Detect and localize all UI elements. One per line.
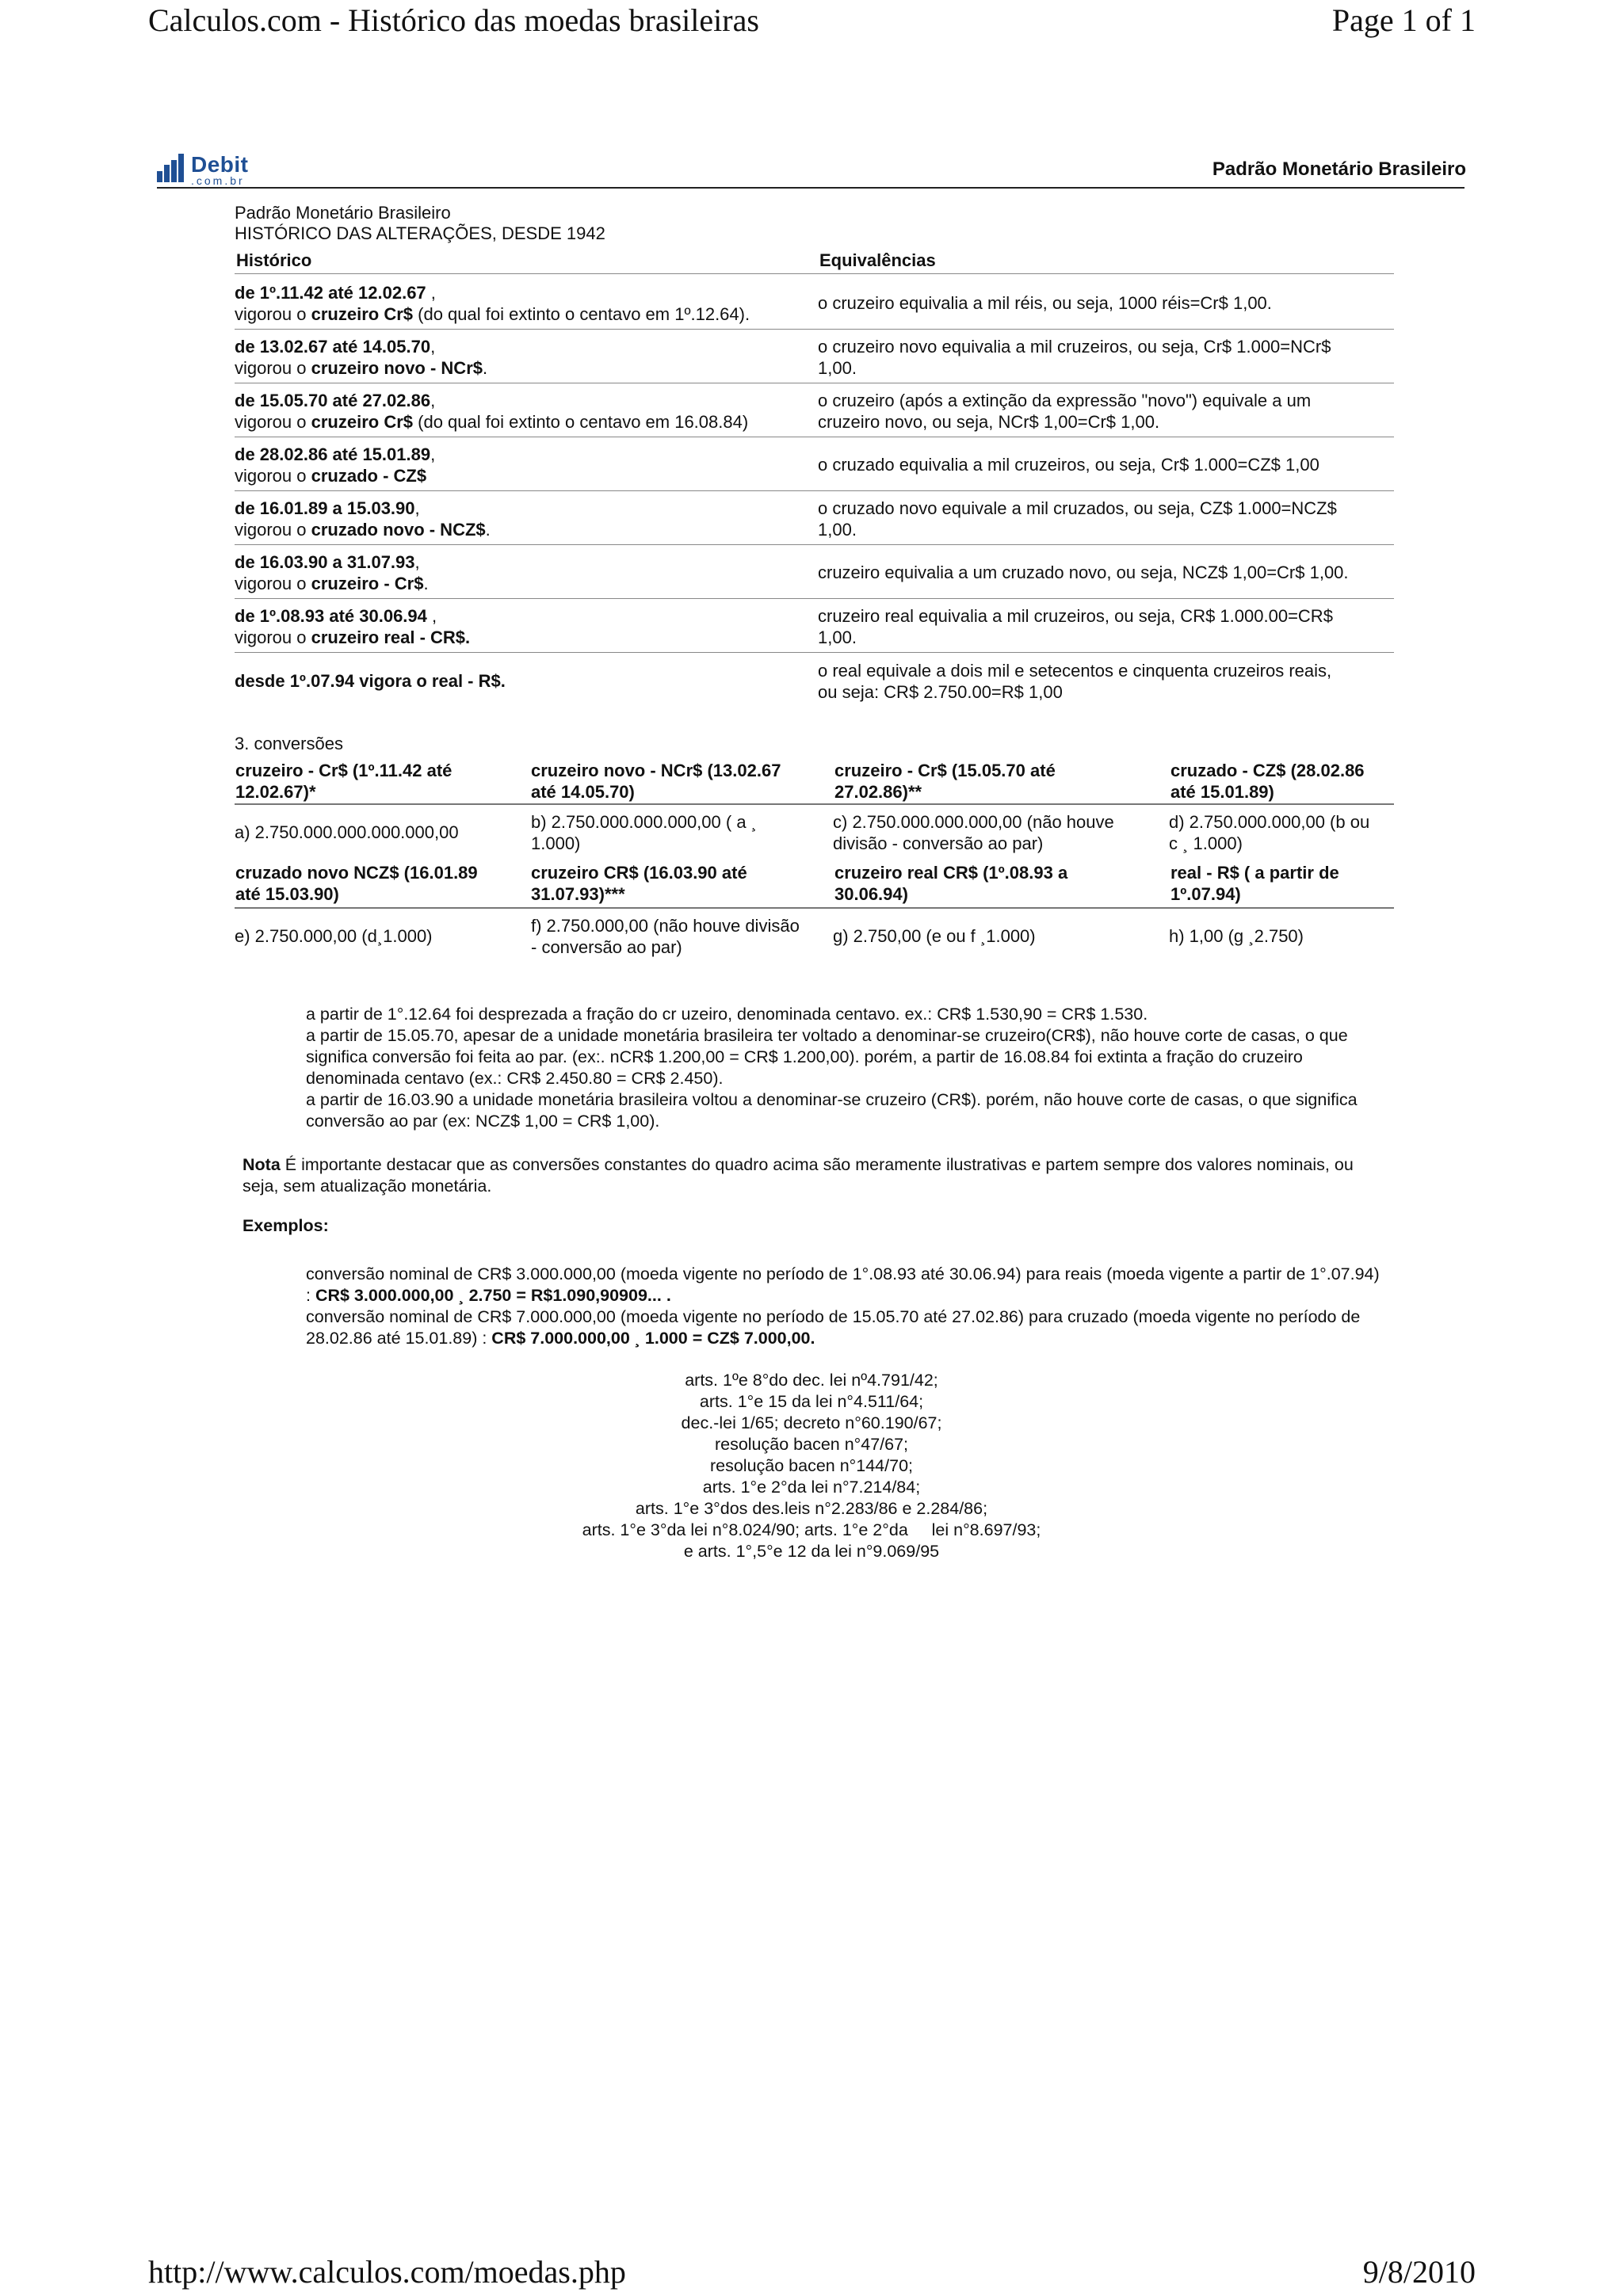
period: de 16.01.89 a 15.03.90	[235, 498, 415, 518]
conv-rule	[235, 803, 1394, 805]
table-row: de 15.05.70 até 27.02.86, vigorou o cruzeiro Cr$ (do qual foi extinto o centavo em 16.08.84)	[235, 391, 749, 432]
conv-value-cell: c) 2.750.000.000.000,00 (não houve divisão - conversão ao par)	[833, 812, 1114, 853]
row-rule	[235, 329, 1394, 330]
conv-header-cell: cruzeiro - Cr$ (1º.11.42 até 12.02.67)*	[235, 761, 453, 802]
example-1: conversão nominal de CR$ 3.000.000,00 (moeda vigente no período de 1°.08.93 até 30.06.94) para reais (moeda vigente a partir de 1°.07.94) : CR$ 3.000.000,00 ¸ 2.750 = R$1.090,90909... .	[306, 1264, 1380, 1305]
reference-line: arts. 1ºe 8°do dec. lei nº4.791/42;	[685, 1371, 938, 1390]
reference-line: e arts. 1°,5°e 12 da lei n°9.069/95	[683, 1542, 940, 1561]
header-divider	[157, 187, 1465, 189]
document-title	[235, 203, 605, 244]
bar-chart-icon	[157, 154, 189, 182]
note-paragraph: a partir de 15.05.70, apesar de a unidade monetária brasileira ter voltado a denominar-se cruzeiro(CR$), não houve corte de casas, o que significa conversão foi feita ao par. (ex:. nCR$ 1.200,00 = CR$ 1.200,00). porém, a partir de 16.08.84 foi extinta a fração do cruzeiro denominada centavo (ex.: CR$ 2.450.80 = CR$ 2.450).	[306, 1026, 1348, 1088]
conv-value-cell: e) 2.750.000,00 (d¸1.000)	[235, 926, 433, 946]
table-row: de 16.01.89 a 15.03.90, vigorou o cruzado novo - NCZ$.	[235, 498, 491, 540]
reference-line: resolução bacen n°47/67;	[714, 1435, 909, 1454]
conv-header-cell: cruzeiro - Cr$ (15.05.70 até 27.02.86)**	[834, 761, 1056, 802]
table-row	[235, 670, 506, 692]
conv-header-cell: cruzeiro novo - NCr$ (13.02.67 até 14.05.70)	[531, 761, 781, 802]
col-header-equivalencias: Equivalências	[819, 250, 936, 270]
print-header	[0, 0, 1623, 44]
period: de 15.05.70 até 27.02.86	[235, 391, 431, 410]
print-date: 9/8/2010	[1362, 2254, 1476, 2290]
currency-name: cruzado - CZ$	[311, 466, 427, 486]
conv-header-cell: cruzado novo NCZ$ (16.01.89 até 15.03.90)	[235, 863, 478, 904]
equivalence: o cruzado equivalia a mil cruzeiros, ou seja, Cr$ 1.000=CZ$ 1,00	[818, 455, 1319, 475]
equivalence: cruzeiro equivalia a um cruzado novo, ou seja, NCZ$ 1,00=Cr$ 1,00.	[818, 563, 1349, 582]
logo-name: Debit	[191, 152, 249, 177]
row-rule	[235, 490, 1394, 491]
note-paragraph: a partir de 1°.12.64 foi desprezada a fração do cr uzeiro, denominada centavo. ex.: CR$ 1.530,90 = CR$ 1.530.	[306, 1005, 1148, 1024]
equivalence: o cruzeiro equivalia a mil réis, ou seja, 1000 réis=Cr$ 1,00.	[818, 293, 1272, 313]
conv-rule	[235, 907, 1394, 909]
print-footer	[0, 2252, 1623, 2296]
equivalence: o cruzado novo equivale a mil cruzados, ou seja, CZ$ 1.000=NCZ$ 1,00.	[818, 498, 1337, 540]
conv-header-cell: cruzado - CZ$ (28.02.86 até 15.01.89)	[1170, 761, 1365, 802]
currency-name: cruzeiro - Cr$	[311, 574, 424, 593]
row-rule	[235, 544, 1394, 545]
conv-value-cell: h) 1,00 (g ¸2.750)	[1169, 926, 1304, 946]
equivalence: o cruzeiro novo equivalia a mil cruzeiros, ou seja, Cr$ 1.000=NCr$ 1,00.	[818, 337, 1331, 378]
equivalence: o real equivale a dois mil e setecentos e cinquenta cruzeiros reais, ou seja: CR$ 2.750.00=R$ 1,00	[818, 661, 1332, 702]
period: de 1º.11.42 até 12.02.67	[235, 283, 426, 303]
period: de 28.02.86 até 15.01.89	[235, 444, 431, 464]
currency-name: cruzeiro real - CR$.	[311, 627, 471, 647]
reference-line: arts. 1°e 3°da lei n°8.024/90; arts. 1°e 2°da lei n°8.697/93;	[582, 1520, 1041, 1539]
nota-paragraph	[242, 1154, 1384, 1197]
example-2: conversão nominal de CR$ 7.000.000,00 (moeda vigente no período de 15.05.70 até 27.02.86) para cruzado (moeda vigente no período de 28.02.86 até 15.01.89) : CR$ 7.000.000,00 ¸ 1.000 = CZ$ 7.000,00.	[306, 1307, 1361, 1348]
logo-domain: .com.br	[191, 174, 245, 187]
conv-value-cell: a) 2.750.000.000.000.000,00	[235, 822, 459, 842]
equivalence: o cruzeiro (após a extinção da expressão "novo") equivale a um cruzeiro novo, ou seja, NCr$ 1,00=Cr$ 1,00.	[818, 391, 1312, 432]
reference-line: arts. 1°e 2°da lei n°7.214/84;	[702, 1478, 921, 1497]
legal-references	[0, 1370, 1623, 1562]
row-rule	[235, 598, 1394, 599]
table-header-rule	[235, 273, 1394, 274]
conv-header-cell: real - R$ ( a partir de 1º.07.94)	[1170, 863, 1339, 904]
conversions-title: 3. conversões	[235, 734, 343, 753]
nota-label: Nota	[242, 1155, 281, 1174]
examples	[306, 1264, 1384, 1349]
conversion-notes	[306, 1004, 1384, 1132]
table-row: de 1º.08.93 até 30.06.94 , vigorou o cruzeiro real - CR$.	[235, 606, 471, 647]
currency-name: cruzeiro Cr$	[311, 412, 414, 432]
debit-logo[interactable]	[157, 154, 249, 185]
print-page-number: Page 1 of 1	[1331, 2, 1476, 38]
period: de 1º.08.93 até 30.06.94	[235, 606, 427, 626]
table-row: de 1º.11.42 até 12.02.67 , vigorou o cruzeiro Cr$ (do qual foi extinto o centavo em 1º.12.64).	[235, 283, 750, 324]
title-line-2: HISTÓRICO DAS ALTERAÇÕES, DESDE 1942	[235, 223, 605, 243]
conv-value-cell: d) 2.750.000.000,00 (b ou c ¸ 1.000)	[1169, 812, 1370, 853]
reference-line: arts. 1°e 15 da lei n°4.511/64;	[699, 1392, 924, 1411]
site-section-title: Padrão Monetário Brasileiro	[1212, 158, 1466, 180]
conv-header-cell: cruzeiro real CR$ (1º.08.93 a 30.06.94)	[834, 863, 1068, 904]
conv-value-cell: g) 2.750,00 (e ou f ¸1.000)	[833, 926, 1036, 946]
table-row: de 13.02.67 até 14.05.70, vigorou o cruzeiro novo - NCr$.	[235, 337, 488, 378]
title-line-1: Padrão Monetário Brasileiro	[235, 203, 451, 223]
print-page-title: Calculos.com - Histórico das moedas brasileiras	[148, 2, 759, 38]
row-rule	[235, 652, 1394, 653]
period: de 13.02.67 até 14.05.70	[235, 337, 431, 357]
table-row: de 16.03.90 a 31.07.93, vigorou o cruzeiro - Cr$.	[235, 552, 429, 593]
currency-name: cruzeiro novo - NCr$	[311, 358, 483, 378]
period: desde 1º.07.94 vigora o real - R$.	[235, 671, 506, 691]
reference-line: resolução bacen n°144/70;	[709, 1456, 914, 1475]
period: de 16.03.90 a 31.07.93	[235, 552, 415, 572]
reference-line: arts. 1°e 3°dos des.leis n°2.283/86 e 2.284/86;	[635, 1499, 988, 1518]
conv-header-cell: cruzeiro CR$ (16.03.90 até 31.07.93)***	[531, 863, 747, 904]
table-row: de 28.02.86 até 15.01.89, vigorou o cruzado - CZ$	[235, 444, 436, 486]
conv-value-cell: b) 2.750.000.000.000,00 ( a ¸ 1.000)	[531, 812, 757, 853]
currency-name: cruzeiro Cr$	[311, 304, 414, 324]
reference-line: dec.-lei 1/65; decreto n°60.190/67;	[681, 1413, 942, 1432]
conv-value-cell: f) 2.750.000,00 (não houve divisão - conversão ao par)	[531, 916, 800, 957]
equivalence: cruzeiro real equivalia a mil cruzeiros, ou seja, CR$ 1.000.00=CR$ 1,00.	[818, 606, 1333, 647]
nota-text: É importante destacar que as conversões constantes do quadro acima são meramente ilustrativas e partem sempre dos valores nominais, ou seja, sem atualização monetária.	[242, 1155, 1354, 1196]
currency-name: cruzado novo - NCZ$	[311, 520, 486, 540]
exemplos-heading: Exemplos:	[242, 1216, 329, 1235]
note-paragraph: a partir de 16.03.90 a unidade monetária brasileira voltou a denominar-se cruzeiro (CR$). porém, não houve corte de casas, o que significa conversão ao par (ex: NCZ$ 1,00 = CR$ 1,00).	[306, 1090, 1358, 1131]
print-url[interactable]: http://www.calculos.com/moedas.php	[148, 2254, 626, 2290]
col-header-historico: Histórico	[236, 250, 312, 270]
